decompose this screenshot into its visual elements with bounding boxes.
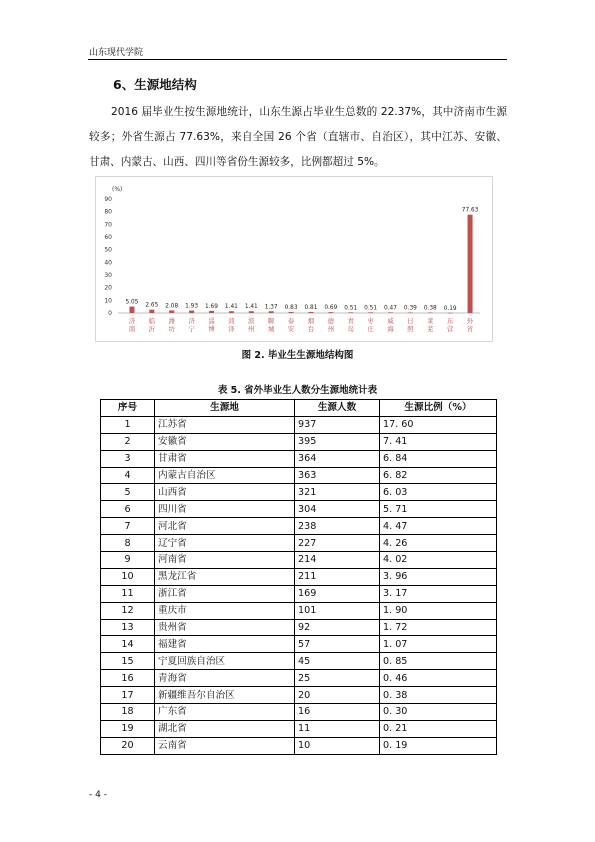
row-index: 14: [101, 636, 155, 653]
row-count: 321: [295, 484, 380, 501]
row-origin: 江苏省: [155, 416, 295, 433]
row-origin: 青海省: [155, 670, 295, 687]
row-index: 1: [101, 416, 155, 433]
row-percent: 4. 26: [380, 535, 497, 552]
row-count: 25: [295, 670, 380, 687]
row-count: 227: [295, 535, 380, 552]
row-index: 16: [101, 670, 155, 687]
y-tick-label: 30: [104, 272, 112, 279]
table-row: [101, 484, 497, 501]
y-tick-label: 60: [104, 234, 112, 241]
chart-bar: [388, 312, 393, 313]
table-row: [101, 704, 497, 721]
table-row: [101, 535, 497, 552]
row-origin: 内蒙古自治区: [155, 467, 295, 484]
row-count: 169: [295, 585, 380, 602]
x-category-label: 济南: [128, 317, 136, 333]
x-category-label: 枣庄: [367, 317, 374, 333]
bar-value-label: 2.08: [165, 303, 179, 310]
row-count: 364: [295, 450, 380, 467]
table-row: [101, 467, 497, 484]
chart-bar: [328, 312, 333, 313]
y-tick-label: 0: [108, 310, 112, 317]
bar-value-label: 1.41: [224, 304, 238, 311]
row-percent: 5. 71: [380, 501, 497, 518]
table-row: [101, 568, 497, 585]
bar-value-label: 0.81: [304, 304, 318, 311]
chart-bar: [368, 312, 373, 313]
row-index: 20: [101, 737, 155, 754]
row-count: 57: [295, 636, 380, 653]
row-origin: 重庆市: [155, 602, 295, 619]
chart-bar: [129, 307, 134, 313]
table-caption: 表 5. 省外毕业生人数分生源地统计表: [217, 385, 378, 396]
row-index: 12: [101, 602, 155, 619]
row-percent: 1. 90: [380, 602, 497, 619]
row-origin: 安徽省: [155, 433, 295, 450]
bar-value-label: 0.38: [423, 305, 437, 312]
bar-value-label: 0.19: [443, 305, 457, 312]
y-tick-label: 50: [104, 246, 112, 254]
row-origin: 河南省: [155, 552, 295, 569]
table-header-row: [101, 400, 497, 417]
bar-value-label: 1.69: [205, 303, 218, 310]
col-header-percent: 生源比例（%）: [380, 400, 497, 417]
row-percent: 0. 21: [380, 720, 497, 737]
x-category-label: 烟台: [307, 317, 315, 333]
row-count: 16: [295, 704, 380, 721]
row-percent: 17. 60: [380, 416, 497, 433]
row-origin: 宁夏回族自治区: [155, 653, 295, 670]
row-percent: 1. 72: [380, 619, 497, 636]
y-tick-label: 20: [104, 284, 112, 292]
row-index: 18: [101, 704, 155, 721]
section-title: 6、生源地结构: [113, 77, 197, 92]
chart-bar: [269, 311, 274, 313]
y-tick-label: 90: [104, 196, 112, 203]
chart-bar: [428, 313, 433, 314]
row-percent: 1. 07: [380, 636, 497, 653]
table-row: [101, 518, 497, 535]
chart-bar: [149, 310, 154, 313]
row-index: 8: [101, 535, 155, 552]
chart-bar: [408, 313, 413, 314]
table-row: [101, 636, 497, 653]
table-row: [101, 585, 497, 602]
chart-bar: [209, 311, 214, 313]
bar-value-label: 2.65: [145, 302, 159, 309]
x-category-label: 德州: [327, 317, 335, 333]
x-category-label: 聊城: [267, 317, 275, 333]
col-header-origin: 生源地: [155, 400, 295, 417]
origin-bar-chart: [95, 176, 493, 342]
table-row: [101, 619, 497, 636]
row-index: 9: [101, 552, 155, 569]
row-percent: 0. 85: [380, 653, 497, 670]
col-header-count: 生源人数: [295, 400, 380, 417]
chart-bar: [169, 310, 174, 313]
x-category-label: 滨州: [248, 317, 255, 333]
row-count: 10: [295, 737, 380, 754]
y-tick-label: 70: [104, 221, 112, 229]
row-index: 17: [101, 687, 155, 704]
row-count: 395: [295, 433, 380, 450]
row-count: 20: [295, 687, 380, 704]
row-percent: 7. 41: [380, 433, 497, 450]
table-row: [101, 653, 497, 670]
x-category-label: 青岛: [347, 317, 354, 333]
chart-bar: [308, 312, 313, 313]
row-percent: 0. 19: [380, 737, 497, 754]
bar-value-label: 0.51: [364, 305, 378, 312]
row-origin: 甘肃省: [155, 450, 295, 467]
bar-value-label: 1.37: [264, 304, 278, 311]
chart-bar: [189, 311, 194, 313]
bar-value-label: 0.47: [384, 305, 397, 312]
row-index: 3: [101, 450, 155, 467]
row-index: 4: [101, 467, 155, 484]
row-index: 7: [101, 518, 155, 535]
row-origin: 福建省: [155, 636, 295, 653]
row-percent: 0. 38: [380, 687, 497, 704]
x-category-label: 临沂: [148, 317, 156, 333]
x-category-label: 威海: [387, 317, 394, 333]
row-origin: 新疆维吾尔自治区: [155, 687, 295, 704]
chart-bar: [229, 311, 234, 313]
bar-value-label: 0.69: [324, 305, 338, 312]
row-percent: 0. 46: [380, 670, 497, 687]
x-category-label: 莱芜: [427, 317, 434, 333]
row-count: 937: [295, 416, 380, 433]
row-percent: 3. 17: [380, 585, 497, 602]
bar-value-label: 0.39: [403, 305, 417, 312]
row-origin: 河北省: [155, 518, 295, 535]
row-origin: 四川省: [155, 501, 295, 518]
chart-bar: [468, 215, 473, 313]
x-category-label: 日照: [407, 317, 414, 333]
bar-value-label: 1.41: [244, 304, 258, 311]
row-index: 2: [101, 433, 155, 450]
bar-value-label: 1.93: [185, 303, 199, 310]
section-paragraph: 2016 届毕业生按生源地统计，山东生源占毕业生总数的 22.37%，其中济南市生源较多；外省生源占 77.63%，来自全国 26 个省（直辖市、自治区），其中江苏、安徽、甘肃、内蒙古、山西、四川等省份生源较多，比例都超过 5%。: [89, 106, 507, 168]
table-row: [101, 720, 497, 737]
row-count: 92: [295, 619, 380, 636]
table-row: [101, 552, 497, 569]
row-origin: 贵州省: [155, 619, 295, 636]
bar-value-label: 0.51: [344, 305, 358, 312]
row-percent: 6. 03: [380, 484, 497, 501]
table-row: [101, 416, 497, 433]
row-percent: 4. 02: [380, 552, 497, 569]
row-index: 10: [101, 568, 155, 585]
bar-value-label: 5.05: [125, 299, 139, 306]
row-origin: 辽宁省: [155, 535, 295, 552]
y-tick-label: 80: [104, 208, 112, 216]
bar-value-label: 0.83: [284, 304, 298, 311]
table-row: [101, 433, 497, 450]
table-row: [101, 501, 497, 518]
table-row: [101, 450, 497, 467]
row-origin: 浙江省: [155, 585, 295, 602]
row-count: 238: [295, 518, 380, 535]
row-percent: 4. 47: [380, 518, 497, 535]
x-category-label: 淄博: [208, 317, 215, 333]
page-number: - 4 -: [89, 790, 107, 800]
row-origin: 山西省: [155, 484, 295, 501]
x-category-label: 菏泽: [228, 317, 235, 333]
x-category-label: 东营: [446, 317, 454, 333]
row-count: 11: [295, 720, 380, 737]
row-index: 5: [101, 484, 155, 501]
col-header-index: 序号: [101, 400, 155, 417]
row-count: 45: [295, 653, 380, 670]
x-category-label: 济宁: [188, 317, 195, 333]
chart-bar: [348, 312, 353, 313]
row-index: 11: [101, 585, 155, 602]
row-index: 13: [101, 619, 155, 636]
x-category-label: 外省: [466, 317, 474, 333]
y-tick-label: 10: [104, 297, 112, 305]
row-count: 101: [295, 602, 380, 619]
header-divider: [88, 59, 507, 60]
x-category-label: 潍坊: [168, 317, 175, 333]
y-axis-unit-label: (%): [112, 186, 123, 193]
row-count: 304: [295, 501, 380, 518]
table-row: [101, 670, 497, 687]
table-row: [101, 602, 497, 619]
row-count: 363: [295, 467, 380, 484]
row-percent: 6. 84: [380, 450, 497, 467]
table-row: [101, 737, 497, 754]
figure-caption: 图 2. 毕业生生源地结构图: [241, 350, 354, 361]
row-count: 211: [295, 568, 380, 585]
row-percent: 0. 30: [380, 704, 497, 721]
table-row: [101, 687, 497, 704]
chart-bar: [448, 313, 453, 314]
row-percent: 3. 96: [380, 568, 497, 585]
bar-value-label: 77.63: [461, 207, 479, 214]
row-origin: 黑龙江省: [155, 568, 295, 585]
row-index: 19: [101, 720, 155, 737]
row-percent: 6. 82: [380, 467, 497, 484]
row-origin: 云南省: [155, 737, 295, 754]
row-origin: 广东省: [155, 704, 295, 721]
table-body: [101, 416, 497, 754]
row-index: 15: [101, 653, 155, 670]
chart-bar: [249, 311, 254, 313]
y-tick-label: 40: [104, 259, 112, 267]
chart-svg: [96, 177, 492, 341]
origin-table: [100, 399, 497, 755]
row-count: 214: [295, 552, 380, 569]
row-origin: 湖北省: [155, 720, 295, 737]
header-school-name: 山东现代学院: [89, 48, 144, 58]
row-index: 6: [101, 501, 155, 518]
x-category-label: 泰安: [287, 317, 295, 333]
chart-bar: [289, 312, 294, 313]
